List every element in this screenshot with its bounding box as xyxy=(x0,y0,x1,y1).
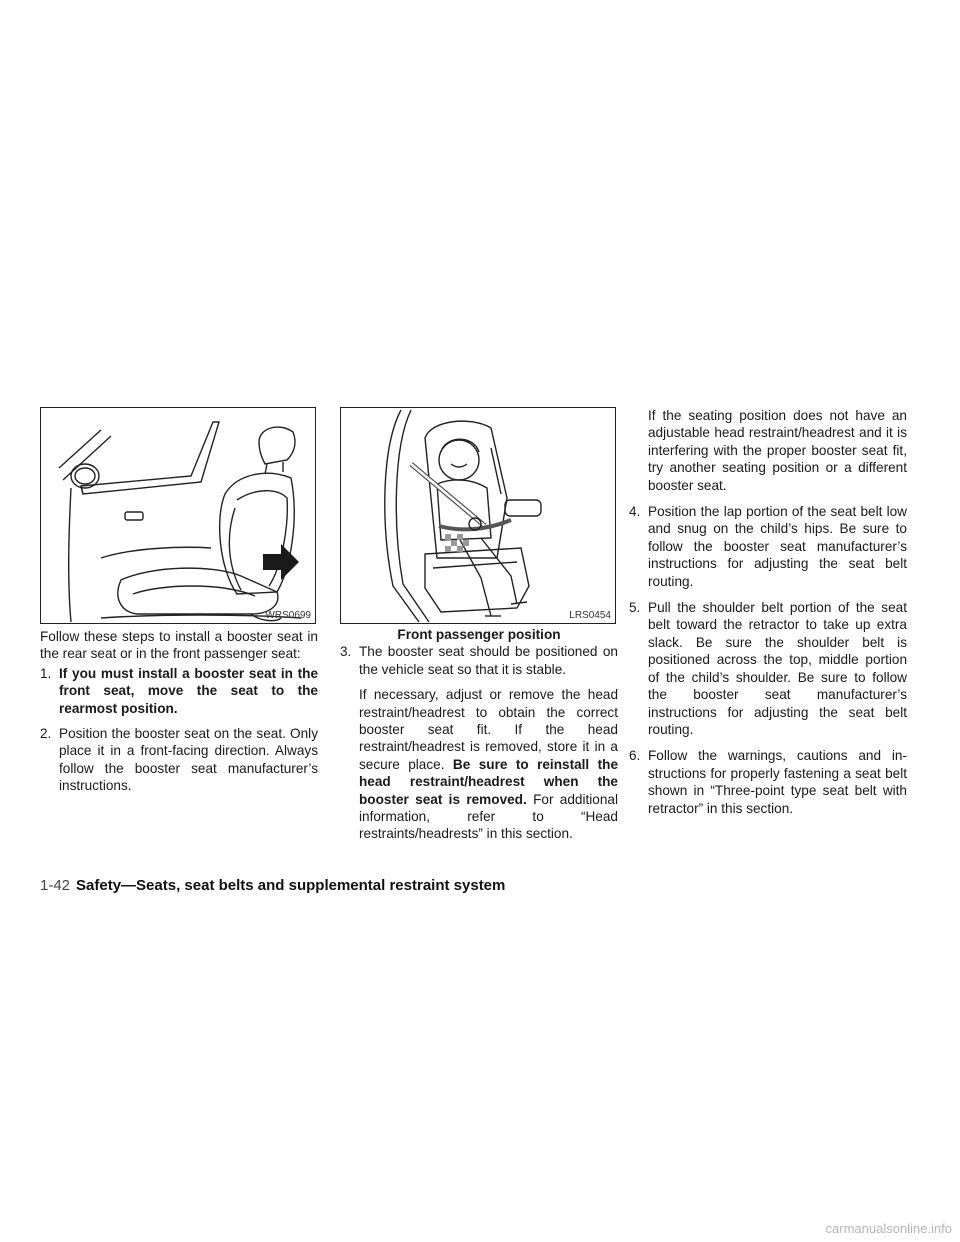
booster-seat-child-diagram-icon xyxy=(341,408,615,623)
detail-bold-text: Be sure to reinstall the head restraint/headrest when the booster seat is removed. xyxy=(359,756,619,807)
step-number: 1. xyxy=(40,665,52,681)
watermark: carmanualsonline.info xyxy=(825,1221,952,1236)
column-2 xyxy=(340,407,618,843)
section-title: Safety—Seats, seat belts and supplemental restraint system xyxy=(76,877,506,894)
step-text: The booster seat should be positioned on the vehicle seat so that it is stable. xyxy=(359,644,618,677)
figure-code: LRS0454 xyxy=(569,610,611,621)
step-3-detail xyxy=(340,686,618,843)
figure-car-seat xyxy=(40,407,316,624)
step-6 xyxy=(629,747,907,817)
step-1 xyxy=(40,665,318,717)
detail-text: If necessary, adjust or remove the head restraint/headrest to obtain the correct booster seat fit. If the head restraint/headrest is removed, store it in a secure place. xyxy=(359,687,618,772)
step-number: 4. xyxy=(629,504,641,520)
car-seat-diagram-icon xyxy=(41,408,315,623)
step-3-continued: If the seating position does not have an adjustable head restraint/headrest and it is interfering with the proper booster seat fit, try another seating position or a different booster seat. xyxy=(648,408,907,493)
step-3 xyxy=(340,643,618,678)
step-number: 5. xyxy=(629,600,641,616)
step-4 xyxy=(629,503,907,590)
figure-booster-seat xyxy=(340,407,616,624)
intro-paragraph: Follow these steps to install a booster seat in the rear seat or in the front passenger seat: xyxy=(40,629,318,662)
step-2 xyxy=(40,725,318,795)
figure-caption: Front passenger position xyxy=(397,627,561,642)
step-text: Follow the warnings, cautions and instructions for properly fastening a seat belt shown in “Three-point type seat belt with retractor” in this section. xyxy=(648,748,907,816)
step-5 xyxy=(629,599,907,738)
step-number: 6. xyxy=(629,748,641,764)
step-number: 3. xyxy=(340,644,352,660)
page-footer xyxy=(40,876,505,896)
page-number: 1-42 xyxy=(40,877,71,894)
detail-after-text: For additional information, refer to “Head restraints/headrests” in this section. xyxy=(359,791,618,842)
step-number: 2. xyxy=(40,726,52,742)
step-text: Pull the shoulder belt portion of the seat belt toward the retractor to take up extra slack. Be sure the shoulder belt is positioned across the top, middle portion of the child’s shoulder. Be sure to follow the booster seat manufacturer’s instructions for adjusting the seat belt routing. xyxy=(648,600,907,737)
column-1 xyxy=(40,407,318,795)
step-bold-text: If you must install a booster seat in the front seat, move the seat to the rearmost position. xyxy=(59,665,318,716)
column-3 xyxy=(629,407,907,817)
step-text: Position the booster seat on the seat. Only place it in a front-facing direction. Always follow the booster seat manufacturer’s instructions. xyxy=(59,726,318,794)
figure-code: WRS0699 xyxy=(265,610,311,621)
step-text: Position the lap portion of the seat belt low and snug on the child’s hips. Be sure to follow the booster seat manufacturer’s instructions for adjusting the seat belt routing. xyxy=(648,504,907,589)
step-text xyxy=(59,665,318,717)
